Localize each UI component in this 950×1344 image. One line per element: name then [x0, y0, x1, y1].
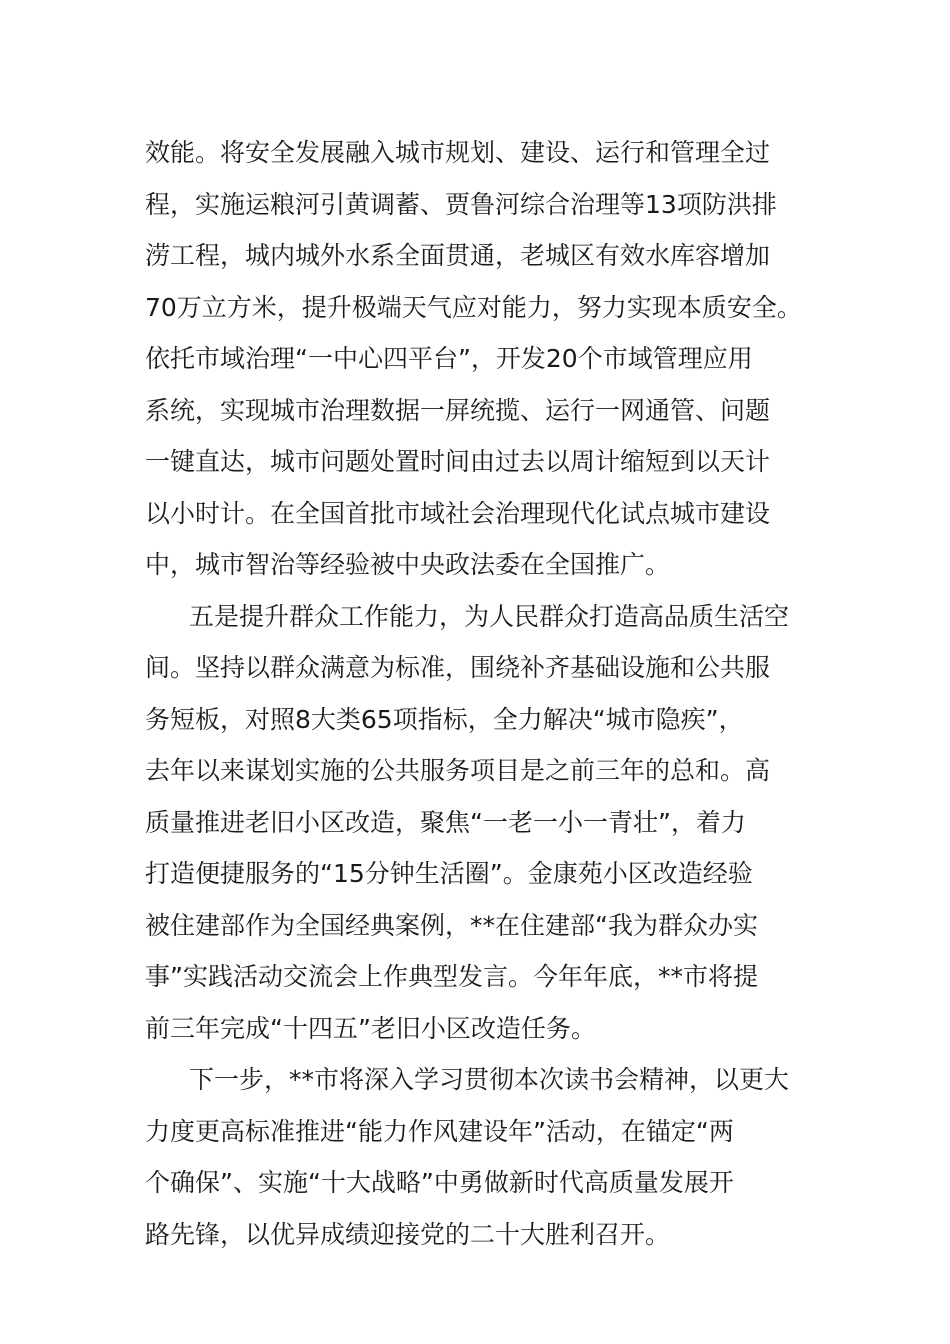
paragraph-2-line-6: 打造便捷服务的“15分钟生活圈”。金康苑小区改造经验	[145, 859, 753, 888]
paragraph-1-line-9: 中，城市智治等经验被中央政法委在全国推广。	[145, 550, 671, 579]
paragraph-1-line-3: 涝工程，城内城外水系全面贯通，老城区有效水库容增加	[145, 241, 771, 270]
paragraph-2-line-3: 务短板，对照8大类65项指标，全力解决“城市隐疾”，	[145, 704, 744, 734]
paragraph-1-line-7: 一键直达，城市问题处置时间由过去以周计缩短到以天计	[145, 447, 771, 476]
paragraph-3-line-4: 路先锋，以优异成绩迎接党的二十大胜利召开。	[145, 1219, 671, 1249]
paragraph-3-line-3: 个确保”、实施“十大战略”中勇做新时代高质量发展开	[145, 1168, 734, 1197]
paragraph-2-line-2: 间。坚持以群众满意为标准，围绕补齐基础设施和公共服	[145, 653, 771, 682]
paragraph-3-line-1: 下一步，**市将深入学习贯彻本次读书会精神，以更大	[189, 1065, 790, 1094]
paragraph-2-line-5: 质量推进老旧小区改造，聚焦“一老一小一青壮”，着力	[145, 807, 746, 837]
paragraph-1-line-1: 效能。将安全发展融入城市规划、建设、运行和管理全过	[145, 138, 771, 167]
document-body	[145, 127, 815, 1260]
paragraph-1-line-5: 依托市域治理“一中心四平台”，开发20个市域管理应用	[145, 344, 753, 373]
paragraph-1-line-4: 70万立方米，提升极端天气应对能力，努力实现本质安全。	[145, 292, 802, 322]
paragraph-2-line-7: 被住建部作为全国经典案例，**在住建部“我为群众办实	[145, 910, 758, 940]
paragraph-2-line-9: 前三年完成“十四五”老旧小区改造任务。	[145, 1013, 596, 1043]
paragraph-2-line-8: 事”实践活动交流会上作典型发言。今年年底，**市将提	[145, 962, 758, 991]
paragraph-3-line-2: 力度更高标准推进“能力作风建设年”活动，在锚定“两	[145, 1116, 734, 1146]
paragraph-1-line-8: 以小时计。在全国首批市域社会治理现代化试点城市建设	[145, 498, 771, 528]
paragraph-1-line-2: 程，实施运粮河引黄调蓄、贾鲁河综合治理等13项防洪排	[145, 189, 777, 219]
paragraph-1-line-6: 系统，实现城市治理数据一屏统揽、运行一网通管、问题	[145, 395, 771, 425]
paragraph-2-line-4: 去年以来谋划实施的公共服务项目是之前三年的总和。高	[145, 756, 771, 785]
paragraph-2-line-1: 五是提升群众工作能力，为人民群众打造高品质生活空	[189, 601, 790, 631]
